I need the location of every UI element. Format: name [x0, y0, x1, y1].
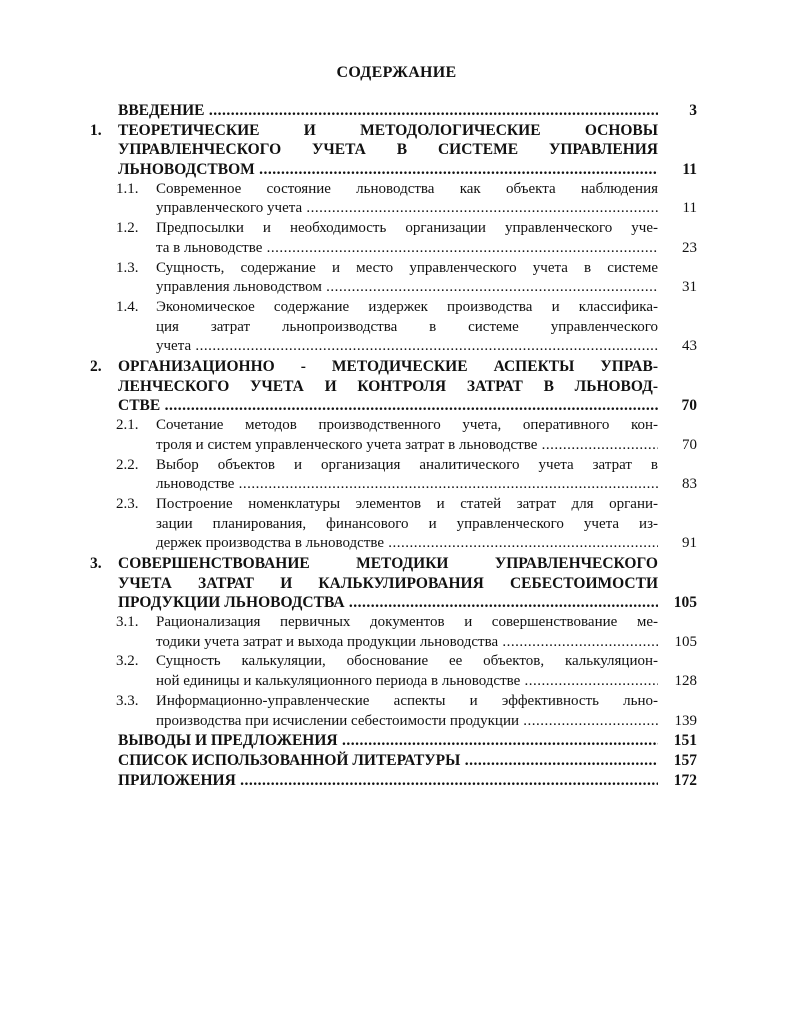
- toc-entry-number: 1.2.: [116, 220, 139, 237]
- toc-entry-title-line: ЛЬНОВОДСТВОМ .....: [118, 160, 658, 180]
- toc-entry-number: 1.3.: [116, 259, 139, 276]
- toc-entry-number: 3.2.: [116, 653, 139, 670]
- toc-entry-page-number: 11: [682, 161, 697, 179]
- toc-entry-title: [118, 101, 658, 121]
- toc-entry-title: [156, 180, 658, 219]
- toc-entry-title: [156, 416, 658, 455]
- toc-entry-page-number: 31: [682, 279, 697, 296]
- toc-entry-page-number: 157: [673, 751, 697, 769]
- toc-entry-page-number: 11: [682, 200, 697, 217]
- toc-entry-number: 2.3.: [116, 495, 139, 512]
- toc-entry-title-line: Сущность, содержание и место управленческого учета в системе: [156, 259, 658, 276]
- toc-subsection-entry: [0, 259, 793, 298]
- toc-entry-title-line: зации планирования, финансового и управленческого учета из-: [156, 515, 658, 532]
- toc-subsection-entry: [0, 495, 793, 554]
- toc-entry-title: [118, 751, 658, 771]
- toc-section-entry: [0, 101, 793, 121]
- toc-entry-title: [156, 692, 658, 731]
- table-of-contents: [0, 101, 793, 790]
- toc-entry-title-line: Предпосылки и необходимость организации управленческого уче-: [156, 220, 658, 237]
- toc-entry-title: [156, 652, 658, 691]
- toc-entry-title: [156, 613, 658, 652]
- toc-entry-number: 2.1.: [116, 417, 139, 434]
- toc-section-entry: [0, 121, 793, 180]
- toc-entry-title-line: держек производства в льноводстве .....: [156, 534, 658, 554]
- toc-entry-title-line: ция затрат льнопроизводства в системе управленческого: [156, 318, 658, 335]
- toc-entry-number: 1.1.: [116, 180, 139, 197]
- toc-entry-page-number: 105: [673, 594, 697, 612]
- toc-entry-number: 2.2.: [116, 456, 139, 473]
- toc-entry-title: [118, 357, 658, 416]
- toc-entry-title-line: ОРГАНИЗАЦИОННО - МЕТОДИЧЕСКИЕ АСПЕКТЫ УПРАВ-: [118, 358, 658, 376]
- toc-entry-title-line: ПРИЛОЖЕНИЯ .....: [118, 771, 658, 791]
- toc-entry-title-line: производства при исчислении себестоимости продукции .....: [156, 712, 658, 732]
- toc-entry-number: 3.1.: [116, 614, 139, 631]
- toc-entry-title: [156, 495, 658, 554]
- toc-subsection-entry: [0, 219, 793, 258]
- toc-entry-title-line: ЛЕНЧЕСКОГО УЧЕТА И КОНТРОЛЯ ЗАТРАТ В ЛЬНОВОД-: [118, 377, 658, 395]
- toc-entry-title-line: Построение номенклатуры элементов и статей затрат для органи-: [156, 495, 658, 512]
- toc-entry-title-line: Сущность калькуляции, обоснование ее объектов, калькуляцион-: [156, 653, 658, 670]
- toc-entry-page-number: 70: [682, 436, 697, 453]
- toc-entry-number: 2.: [90, 358, 102, 376]
- toc-entry-title-line: ТЕОРЕТИЧЕСКИЕ И МЕТОДОЛОГИЧЕСКИЕ ОСНОВЫ: [118, 121, 658, 139]
- toc-section-entry: [0, 751, 793, 771]
- toc-entry-title-line: учета .....: [156, 337, 658, 357]
- toc-entry-title: [156, 259, 658, 298]
- toc-entry-page-number: 83: [682, 476, 697, 493]
- toc-entry-page-number: 128: [674, 673, 697, 690]
- toc-entry-number: 3.3.: [116, 692, 139, 709]
- toc-entry-title-line: ВВЕДЕНИЕ .....: [118, 101, 658, 121]
- toc-entry-title: [118, 771, 658, 791]
- toc-entry-title-line: СПИСОК ИСПОЛЬЗОВАННОЙ ЛИТЕРАТУРЫ .....: [118, 751, 658, 771]
- toc-section-entry: [0, 771, 793, 791]
- toc-entry-title-line: Информационно-управленческие аспекты и эффективность льно-: [156, 692, 658, 709]
- toc-entry-title-line: СТВЕ .....: [118, 396, 658, 416]
- toc-entry-page-number: 105: [674, 633, 697, 650]
- toc-entry-title: [118, 554, 658, 613]
- toc-entry-title-line: льноводстве .....: [156, 475, 658, 495]
- toc-entry-title-line: УПРАВЛЕНЧЕСКОГО УЧЕТА В СИСТЕМЕ УПРАВЛЕНИЯ: [118, 141, 658, 159]
- toc-entry-title-line: СОВЕРШЕНСТВОВАНИЕ МЕТОДИКИ УПРАВЛЕНЧЕСКОГО: [118, 554, 658, 572]
- toc-subsection-entry: [0, 613, 793, 652]
- toc-subsection-entry: [0, 416, 793, 455]
- toc-entry-title-line: управления льноводством .....: [156, 278, 658, 298]
- toc-entry-title: [156, 219, 658, 258]
- toc-entry-page-number: 23: [682, 239, 697, 256]
- toc-subsection-entry: [0, 652, 793, 691]
- toc-entry-title-line: ВЫВОДЫ И ПРЕДЛОЖЕНИЯ .....: [118, 731, 658, 751]
- toc-section-entry: [0, 357, 793, 416]
- toc-entry-title-line: Экономическое содержание издержек производства и классифика-: [156, 298, 658, 315]
- toc-entry-page-number: 91: [682, 535, 697, 552]
- toc-entry-title-line: троля и систем управленческого учета затрат в льноводстве .....: [156, 436, 658, 456]
- toc-entry-title-line: Выбор объектов и организация аналитического учета затрат в: [156, 456, 658, 473]
- toc-entry-title: [118, 731, 658, 751]
- toc-subsection-entry: [0, 180, 793, 219]
- toc-entry-title: [118, 121, 658, 180]
- toc-entry-title-line: ПРОДУКЦИИ ЛЬНОВОДСТВА .....: [118, 593, 658, 613]
- toc-entry-title-line: та в льноводстве .....: [156, 239, 658, 259]
- toc-entry-number: 1.4.: [116, 298, 139, 315]
- page-title: СОДЕРЖАНИЕ: [336, 64, 457, 81]
- toc-entry-title: [156, 298, 658, 357]
- toc-entry-title-line: ной единицы и калькуляционного периода в льноводстве .....: [156, 672, 658, 692]
- toc-entry-page-number: 43: [682, 338, 697, 355]
- toc-section-entry: [0, 554, 793, 613]
- toc-entry-number: 3.: [90, 554, 102, 572]
- toc-entry-page-number: 3: [689, 102, 697, 119]
- toc-entry-title: [156, 456, 658, 495]
- toc-subsection-entry: [0, 298, 793, 357]
- toc-entry-title-line: Сочетание методов производственного учета, оперативного кон-: [156, 417, 658, 434]
- toc-subsection-entry: [0, 456, 793, 495]
- toc-section-entry: [0, 731, 793, 751]
- toc-entry-title-line: тодики учета затрат и выхода продукции льноводства .....: [156, 633, 658, 653]
- toc-subsection-entry: [0, 692, 793, 731]
- toc-entry-page-number: 172: [673, 771, 697, 789]
- toc-entry-number: 1.: [90, 121, 102, 139]
- toc-entry-title-line: Современное состояние льноводства как объекта наблюдения: [156, 180, 658, 197]
- toc-entry-page-number: 151: [673, 732, 697, 750]
- toc-entry-title-line: управленческого учета .....: [156, 199, 658, 219]
- toc-entry-title-line: УЧЕТА ЗАТРАТ И КАЛЬКУЛИРОВАНИЯ СЕБЕСТОИМОСТИ: [118, 574, 658, 592]
- toc-entry-page-number: 139: [674, 712, 697, 729]
- toc-entry-page-number: 70: [681, 397, 697, 415]
- toc-entry-title-line: Рационализация первичных документов и совершенствование ме-: [156, 614, 658, 631]
